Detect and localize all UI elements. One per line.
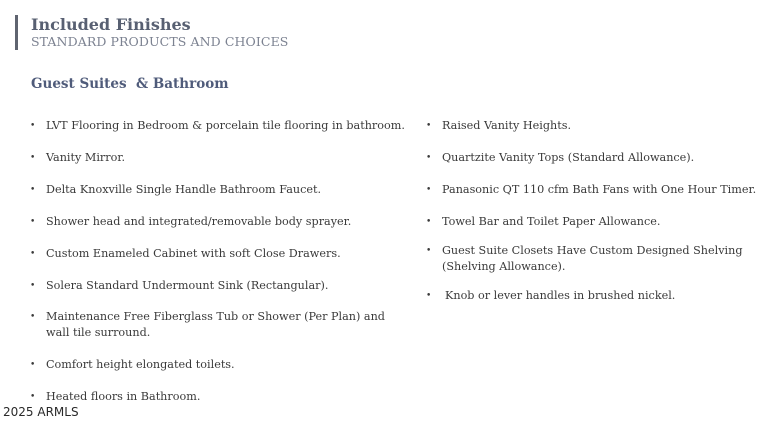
list-item: [30, 118, 410, 134]
list-item: [30, 246, 410, 262]
list-item-text: Vanity Mirror.: [46, 151, 126, 164]
list-item: [426, 214, 761, 230]
bullet-icon: •: [30, 360, 36, 370]
bullet-icon: •: [30, 121, 36, 131]
bullet-icon: •: [426, 217, 432, 227]
list-item-text: Guest Suite Closets Have Custom Designed Shelving (Shelving Allowance).: [442, 244, 743, 273]
list-item: [426, 118, 761, 134]
list-item: [30, 182, 410, 198]
bullet-icon: •: [30, 185, 36, 195]
list-item: [30, 150, 410, 166]
bullet-icon: •: [426, 246, 432, 256]
bullet-icon: •: [30, 153, 36, 163]
list-item-text: Heated floors in Bathroom.: [46, 390, 201, 403]
list-item-text: Maintenance Free Fiberglass Tub or Shower (Per Plan) and wall tile surround.: [46, 310, 385, 339]
list-item-text: Custom Enameled Cabinet with soft Close Drawers.: [46, 247, 341, 260]
bullet-icon: •: [30, 312, 36, 322]
page-subtitle: STANDARD PRODUCTS AND CHOICES: [31, 34, 289, 49]
bullet-icon: •: [30, 281, 36, 291]
bullet-icon: •: [426, 291, 432, 301]
list-item-text: Delta Knoxville Single Handle Bathroom Faucet.: [46, 183, 322, 196]
bullet-icon: •: [426, 185, 432, 195]
bullet-icon: •: [426, 153, 432, 163]
list-item-text: Solera Standard Undermount Sink (Rectangular).: [46, 279, 329, 292]
list-item: [426, 150, 761, 166]
page-title: Included Finishes: [31, 15, 191, 34]
list-item: [30, 214, 410, 230]
list-item: [30, 389, 410, 405]
copyright-watermark: 2025 ARMLS: [3, 405, 79, 419]
bullet-icon: •: [30, 392, 36, 402]
list-item: [30, 309, 410, 341]
section-heading: Guest Suites & Bathroom: [31, 76, 229, 92]
list-item-text: LVT Flooring in Bedroom & porcelain tile flooring in bathroom.: [46, 119, 405, 132]
list-item-text: Comfort height elongated toilets.: [46, 358, 235, 371]
list-item-text: Shower head and integrated/removable body sprayer.: [46, 215, 352, 228]
list-item: [30, 357, 410, 373]
list-item: [426, 243, 761, 275]
list-item-text: Knob or lever handles in brushed nickel.: [445, 289, 676, 302]
list-item-text: Panasonic QT 110 cfm Bath Fans with One Hour Timer.: [442, 183, 757, 196]
bullet-icon: •: [30, 249, 36, 259]
list-item: [30, 278, 410, 294]
list-item-text: Towel Bar and Toilet Paper Allowance.: [442, 215, 661, 228]
header-accent-bar: [15, 15, 18, 50]
list-item-text: Quartzite Vanity Tops (Standard Allowance).: [442, 151, 695, 164]
list-item: [426, 288, 761, 304]
list-item-text: Raised Vanity Heights.: [442, 119, 571, 132]
list-item: [426, 182, 761, 198]
bullet-icon: •: [30, 217, 36, 227]
bullet-icon: •: [426, 121, 432, 131]
